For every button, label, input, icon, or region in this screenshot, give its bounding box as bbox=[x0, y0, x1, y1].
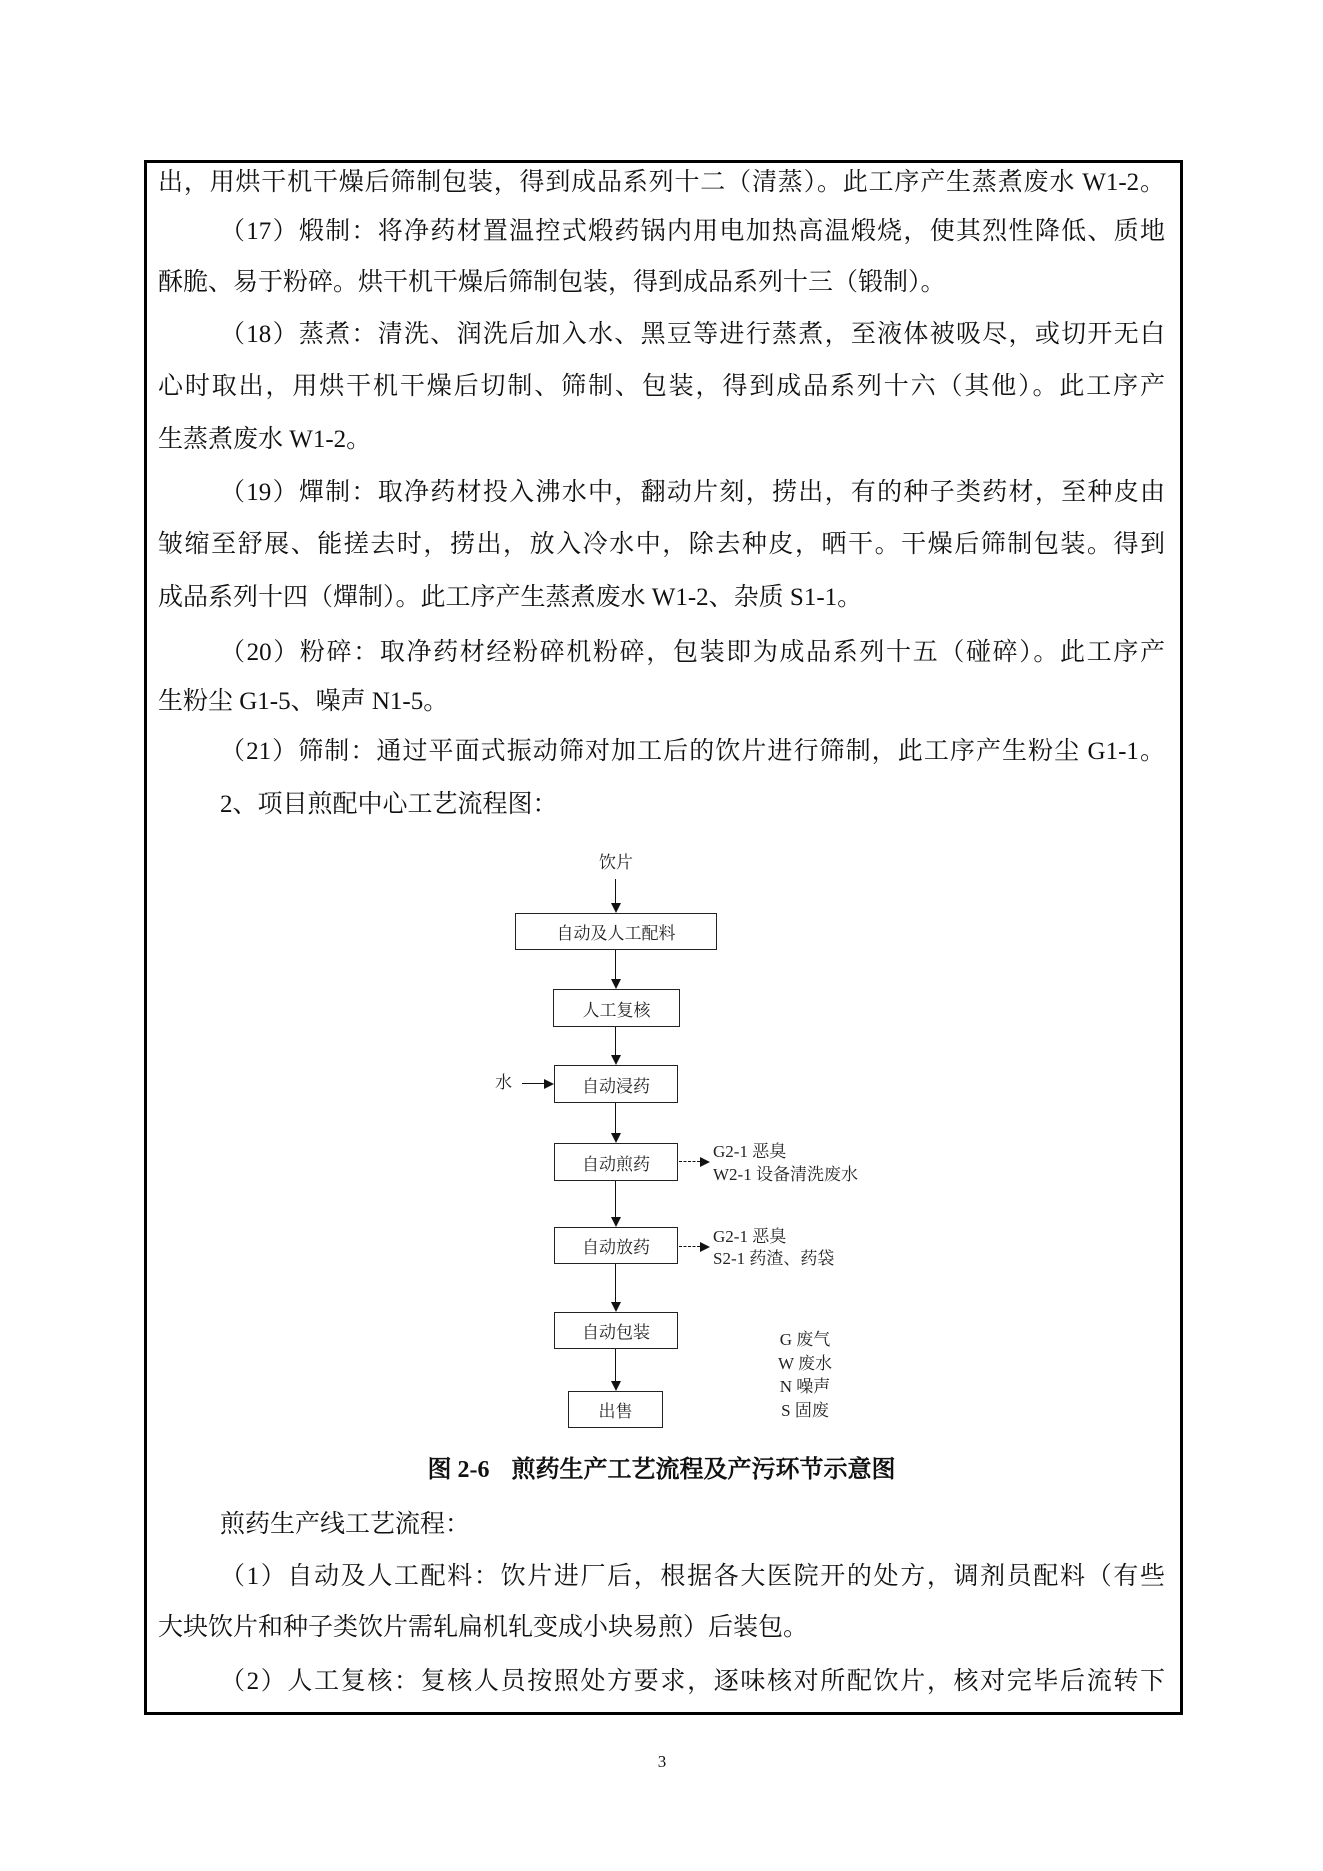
arrow-down-icon bbox=[611, 979, 621, 989]
emission-label: G2-1 恶臭 bbox=[713, 1227, 787, 1246]
text-line: 2、项目煎配中心工艺流程图： bbox=[220, 791, 558, 818]
flow-step-label: 自动放药 bbox=[582, 1238, 650, 1257]
flow-step-label: 自动包装 bbox=[582, 1323, 650, 1342]
arrow-right-icon bbox=[544, 1079, 554, 1089]
arrow-right-icon bbox=[700, 1242, 710, 1252]
flow-arrow-line bbox=[615, 1027, 616, 1055]
flow-step-box bbox=[554, 1312, 678, 1349]
text-line: 出，用烘干机干燥后筛制包装，得到成品系列十二（清蒸）。此工序产生蒸煮废水 W1-2。 bbox=[158, 169, 1165, 196]
text-line: 生蒸煮废水 W1-2。 bbox=[158, 426, 372, 453]
text-line: （2）人工复核：复核人员按照处方要求，逐味核对所配饮片，核对完毕后流转下 bbox=[220, 1668, 1165, 1695]
flow-arrow-line bbox=[615, 879, 616, 903]
arrow-down-icon bbox=[611, 1302, 621, 1312]
text-line: 皱缩至舒展、能搓去时，捞出，放入冷水中，除去种皮，晒干。干燥后筛制包装。得到 bbox=[158, 531, 1165, 558]
text-line: （18）蒸煮：清洗、润洗后加入水、黑豆等进行蒸煮，至液体被吸尽，或切开无白 bbox=[220, 321, 1165, 348]
flow-step-box bbox=[554, 1143, 678, 1181]
arrow-down-icon bbox=[611, 1133, 621, 1143]
emission-label: W2-1 设备清洗废水 bbox=[713, 1165, 858, 1184]
flow-arrow-line bbox=[615, 1264, 616, 1302]
flow-step-label: 自动煎药 bbox=[582, 1154, 650, 1174]
figure-title: 煎药生产工艺流程及产污环节示意图 bbox=[511, 1457, 896, 1483]
legend-item: G 废气 bbox=[779, 1330, 831, 1349]
text-line: （1）自动及人工配料：饮片进厂后，根据各大医院开的处方，调剂员配料（有些 bbox=[220, 1563, 1165, 1590]
text-line: 大块饮片和种子类饮片需轧扁机轧变成小块易煎）后装包。 bbox=[158, 1614, 809, 1641]
text-line: （19）燀制：取净药材投入沸水中，翻动片刻，捞出，有的种子类药材，至种皮由 bbox=[220, 479, 1165, 506]
flow-step-box bbox=[554, 1227, 678, 1264]
arrow-down-icon bbox=[611, 903, 621, 913]
flow-step-label: 人工复核 bbox=[582, 1000, 651, 1020]
flow-step-box bbox=[554, 1065, 678, 1103]
legend-item: W 废水 bbox=[778, 1353, 832, 1373]
flow-arrow-line bbox=[615, 1349, 616, 1381]
arrow-down-icon bbox=[611, 1217, 621, 1227]
legend-item: S 固废 bbox=[781, 1400, 829, 1420]
text-line: （21）筛制：通过平面式振动筛对加工后的饮片进行筛制，此工序产生粉尘 G1-1。 bbox=[220, 738, 1165, 765]
flow-step-label: 自动及人工配料 bbox=[556, 924, 676, 943]
flow-dashed-arrow-line bbox=[679, 1246, 700, 1247]
arrow-right-icon bbox=[700, 1157, 710, 1167]
text-line: 煎药生产线工艺流程： bbox=[220, 1511, 471, 1538]
figure-caption bbox=[330, 1452, 993, 1488]
flow-arrow-line bbox=[615, 1103, 616, 1133]
flow-step-label: 出售 bbox=[598, 1402, 633, 1421]
flow-step-box bbox=[515, 913, 717, 950]
figure-number: 图 2-6 bbox=[427, 1457, 490, 1483]
arrow-down-icon bbox=[611, 1381, 621, 1391]
flow-legend bbox=[770, 1328, 840, 1422]
flow-step-label: 自动浸药 bbox=[582, 1076, 650, 1096]
text-line: （17）煅制：将净药材置温控式煅药锅内用电加热高温煅烧，使其烈性降低、质地 bbox=[220, 218, 1165, 245]
emission-label: S2-1 药渣、药袋 bbox=[713, 1249, 835, 1268]
arrow-down-icon bbox=[611, 1055, 621, 1065]
flow-arrow-line bbox=[615, 1181, 616, 1217]
emission-label: G2-1 恶臭 bbox=[713, 1142, 787, 1161]
text-line: 生粉尘 G1-5、噪声 N1-5。 bbox=[158, 688, 449, 715]
flow-input-label: 饮片 bbox=[599, 853, 633, 872]
text-line: 酥脆、易于粉碎。烘干机干燥后筛制包装，得到成品系列十三（锻制）。 bbox=[158, 269, 946, 296]
flow-step-box bbox=[553, 989, 680, 1027]
flow-step-box bbox=[568, 1391, 663, 1428]
flow-arrow-line bbox=[522, 1083, 544, 1084]
text-line: 心时取出，用烘干机干燥后切制、筛制、包装，得到成品系列十六（其他）。此工序产 bbox=[158, 373, 1165, 400]
text-line: 成品系列十四（燀制）。此工序产生蒸煮废水 W1-2、杂质 S1-1。 bbox=[158, 584, 863, 611]
legend-item: N 噪声 bbox=[779, 1377, 831, 1396]
flow-side-input-label: 水 bbox=[495, 1073, 512, 1092]
page-number: 3 bbox=[657, 1752, 667, 1771]
flow-dashed-arrow-line bbox=[679, 1161, 700, 1162]
flow-arrow-line bbox=[615, 950, 616, 979]
text-line: （20）粉碎：取净药材经粉碎机粉碎，包装即为成品系列十五（碰碎）。此工序产 bbox=[220, 639, 1165, 666]
